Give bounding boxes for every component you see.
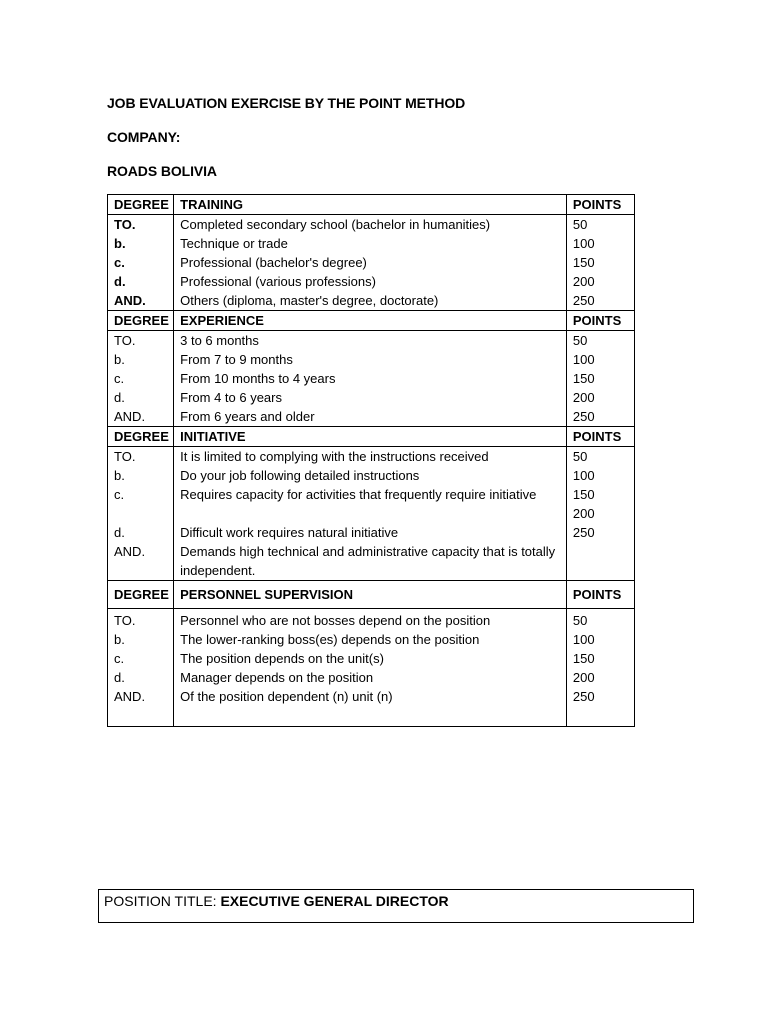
table-row — [108, 369, 635, 388]
degree-cell: b. — [108, 630, 174, 649]
table-row — [108, 407, 635, 427]
description-cell: Professional (various professions) — [174, 272, 567, 291]
document-title: JOB EVALUATION EXERCISE BY THE POINT METHOD — [107, 95, 466, 111]
section-header-initiative — [108, 427, 635, 447]
points-cell: 200 — [566, 504, 634, 523]
description-cell: Completed secondary school (bachelor in humanities) — [174, 215, 567, 235]
points-cell: 200 — [566, 272, 634, 291]
degree-header: DEGREE — [108, 581, 174, 609]
description-cell: Professional (bachelor's degree) — [174, 253, 567, 272]
table-row — [108, 291, 635, 311]
description-cell: Manager depends on the position — [174, 668, 567, 687]
degree-cell: b. — [108, 466, 174, 485]
table-row — [108, 447, 635, 467]
factor-title: INITIATIVE — [174, 427, 567, 447]
description-cell: From 7 to 9 months — [174, 350, 567, 369]
company-label: COMPANY: — [107, 129, 181, 145]
table-row — [108, 272, 635, 291]
points-cell: 150 — [566, 649, 634, 668]
degree-cell: c. — [108, 485, 174, 504]
description-cell: 3 to 6 months — [174, 331, 567, 351]
table-row — [108, 485, 635, 504]
points-cell: 50 — [566, 215, 634, 235]
table-row — [108, 542, 635, 581]
table-row — [108, 388, 635, 407]
points-cell: 100 — [566, 350, 634, 369]
degree-header: DEGREE — [108, 311, 174, 331]
points-cell-empty — [566, 542, 634, 581]
points-header: POINTS — [566, 427, 634, 447]
degree-cell: AND. — [108, 291, 174, 311]
degree-cell: AND. — [108, 407, 174, 427]
description-cell: The lower-ranking boss(es) depends on the position — [174, 630, 567, 649]
description-cell: From 4 to 6 years — [174, 388, 567, 407]
points-cell: 150 — [566, 369, 634, 388]
points-cell: 100 — [566, 630, 634, 649]
points-cell: 250 — [566, 407, 634, 427]
points-cell: 100 — [566, 234, 634, 253]
description-cell: Technique or trade — [174, 234, 567, 253]
table-row — [108, 668, 635, 687]
section-header-experience — [108, 311, 635, 331]
factor-title: TRAINING — [174, 195, 567, 215]
description-cell: From 6 years and older — [174, 407, 567, 427]
description-cell: Do your job following detailed instructions — [174, 466, 567, 485]
points-header: POINTS — [566, 195, 634, 215]
description-cell: It is limited to complying with the instructions received — [174, 447, 567, 467]
degree-cell: TO. — [108, 447, 174, 467]
degree-cell: AND. — [108, 687, 174, 727]
points-cell: 150 — [566, 253, 634, 272]
points-header: POINTS — [566, 311, 634, 331]
points-cell: 250 — [566, 523, 634, 542]
table-row — [108, 253, 635, 272]
points-cell: 250 — [566, 291, 634, 311]
table-row — [108, 466, 635, 485]
table-row — [108, 523, 635, 542]
points-cell: 50 — [566, 331, 634, 351]
degree-cell: d. — [108, 388, 174, 407]
table-row — [108, 630, 635, 649]
degree-cell: AND. — [108, 542, 174, 581]
description-cell: Personnel who are not bosses depend on the position — [174, 609, 567, 631]
description-cell: Demands high technical and administrative capacity that is totally independent. — [174, 542, 567, 581]
position-title-label: POSITION TITLE: — [104, 893, 217, 909]
degree-cell-empty — [108, 504, 174, 523]
degree-cell: TO. — [108, 331, 174, 351]
table-row — [108, 350, 635, 369]
points-cell: 50 — [566, 447, 634, 467]
degree-cell: TO. — [108, 609, 174, 631]
degree-cell: c. — [108, 649, 174, 668]
table-row — [108, 649, 635, 668]
table-row — [108, 331, 635, 351]
description-cell: Difficult work requires natural initiative — [174, 523, 567, 542]
section-header-training — [108, 195, 635, 215]
factor-title: EXPERIENCE — [174, 311, 567, 331]
points-header: POINTS — [566, 581, 634, 609]
description-cell: Of the position dependent (n) unit (n) — [174, 687, 567, 727]
degree-cell: d. — [108, 272, 174, 291]
points-cell: 250 — [566, 687, 634, 727]
degree-cell: c. — [108, 369, 174, 388]
description-cell: Others (diploma, master's degree, doctorate) — [174, 291, 567, 311]
degree-cell: b. — [108, 350, 174, 369]
section-header-supervision — [108, 581, 635, 609]
degree-cell: TO. — [108, 215, 174, 235]
degree-cell: d. — [108, 668, 174, 687]
factor-title: PERSONNEL SUPERVISION — [174, 581, 567, 609]
table-row — [108, 609, 635, 631]
degree-cell: b. — [108, 234, 174, 253]
company-name: ROADS BOLIVIA — [107, 163, 217, 179]
degree-cell: d. — [108, 523, 174, 542]
points-cell: 150 — [566, 485, 634, 504]
description-cell: The position depends on the unit(s) — [174, 649, 567, 668]
table-row — [108, 687, 635, 727]
degree-cell: c. — [108, 253, 174, 272]
description-cell: From 10 months to 4 years — [174, 369, 567, 388]
evaluation-table — [107, 194, 635, 727]
points-cell: 200 — [566, 668, 634, 687]
description-cell: Requires capacity for activities that frequently require initiative — [174, 485, 567, 523]
position-title-box — [98, 889, 694, 923]
points-cell: 50 — [566, 609, 634, 631]
degree-header: DEGREE — [108, 195, 174, 215]
table-row — [108, 234, 635, 253]
points-cell: 100 — [566, 466, 634, 485]
table-row — [108, 215, 635, 235]
degree-header: DEGREE — [108, 427, 174, 447]
points-cell: 200 — [566, 388, 634, 407]
position-title-value: EXECUTIVE GENERAL DIRECTOR — [220, 893, 449, 909]
